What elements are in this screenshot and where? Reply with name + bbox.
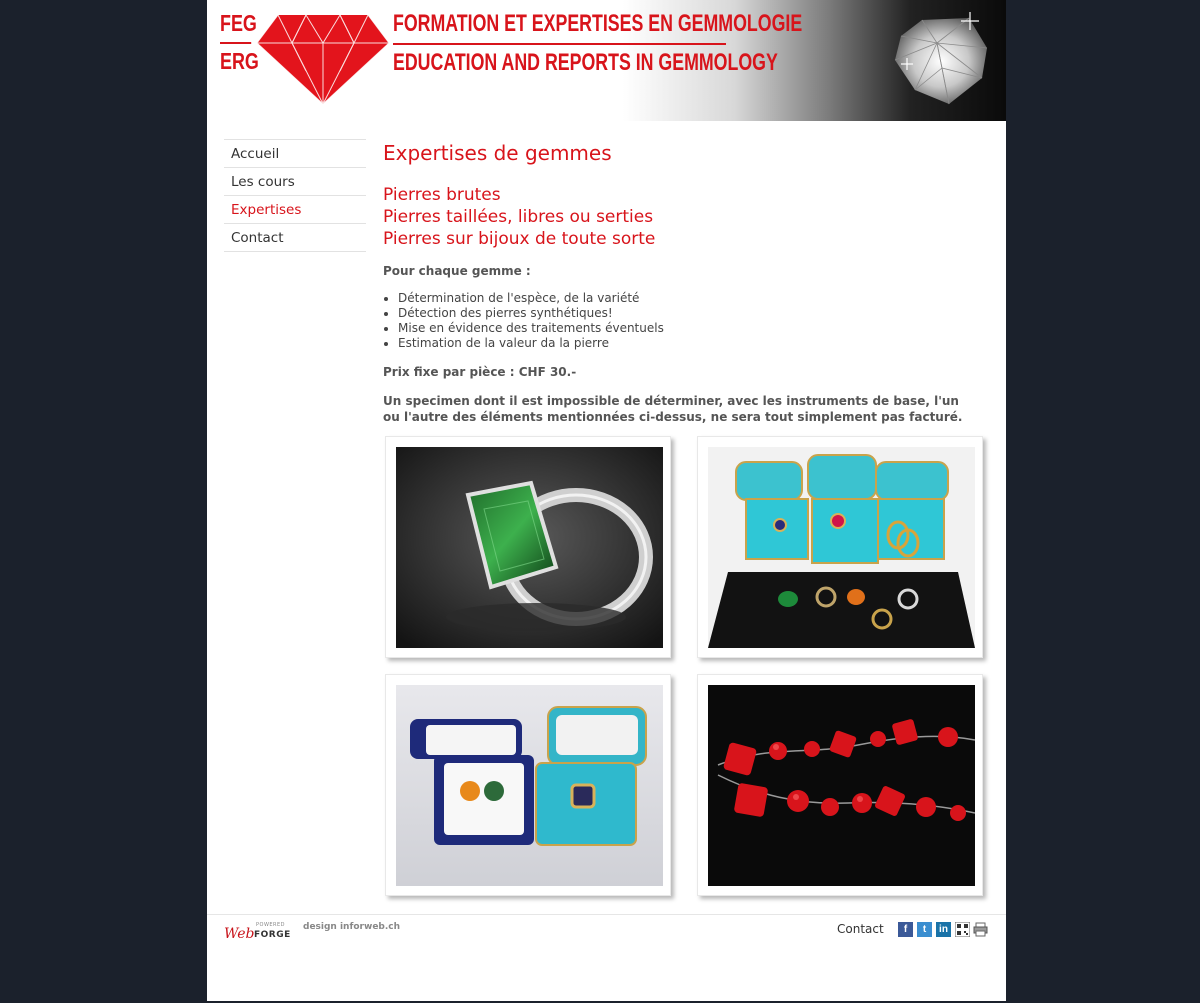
page (207, 0, 1006, 1001)
nav-item-accueil[interactable]: Accueil (224, 140, 366, 168)
qr-code-icon[interactable] (955, 922, 970, 937)
nav-item-les-cours[interactable]: Les cours (224, 168, 366, 196)
red-bead-bracelet-photo (708, 685, 975, 886)
twitter-icon[interactable]: t (917, 922, 932, 937)
list-item: • Détection des pierres synthétiques! (398, 306, 975, 321)
main-nav (224, 139, 366, 252)
list-item: • Détermination de l'espèce, de la variété (398, 291, 975, 306)
linkedin-icon[interactable]: in (936, 922, 951, 937)
site-title-fr: FORMATION ET EXPERTISES EN GEMMOLOGIE (393, 10, 803, 37)
gem-boxes-photo (396, 685, 663, 886)
nav-item-expertises[interactable]: Expertises (224, 196, 366, 224)
site-title (393, 12, 802, 75)
gallery-photo-boxes[interactable] (697, 436, 983, 658)
subtitle-pierres-taillees: Pierres taillées, libres ou serties (383, 207, 654, 227)
logo-feg: FEG (220, 10, 257, 36)
logo-text (220, 12, 259, 73)
gem-logo-icon (256, 13, 390, 105)
green-gem-ring-photo (396, 447, 663, 648)
webforge-powered: POWERED (256, 922, 286, 928)
subtitles (383, 184, 975, 250)
webforge-logo[interactable] (224, 919, 290, 945)
gallery-photo-ring[interactable] (385, 436, 671, 658)
footer-divider (207, 914, 1006, 915)
gallery-photo-gem-boxes[interactable] (385, 674, 671, 896)
header-banner (207, 0, 1006, 121)
services-list (398, 291, 975, 351)
site-title-en: EDUCATION AND REPORTS IN GEMMOLOGY (393, 49, 778, 76)
intro-text: Pour chaque gemme : (383, 264, 531, 278)
webforge-forge: FORGE (254, 930, 291, 940)
list-item: • Estimation de la valeur da la pierre (398, 336, 975, 351)
design-credit-link[interactable]: design inforweb.ch (303, 922, 401, 932)
webforge-web: Web (224, 926, 255, 942)
print-icon[interactable] (973, 922, 988, 937)
page-title: Expertises de gemmes (383, 141, 612, 165)
main-content (383, 139, 975, 425)
gallery-photo-bracelet[interactable] (697, 674, 983, 896)
ring-boxes-photo (708, 447, 975, 648)
list-item: • Mise en évidence des traitements éventuels (398, 321, 975, 336)
subtitle-pierres-bijoux: Pierres sur bijoux de toute sorte (383, 229, 656, 249)
note-text: Un specimen dont il est impossible de déterminer, avec les instruments de base, l'un ou l'autre des éléments mentionnées ci-dessus, ne sera tout simplement pas facturé. (383, 394, 963, 424)
logo-erg: ERG (220, 48, 259, 74)
facebook-icon[interactable]: f (898, 922, 913, 937)
subtitle-pierres-brutes: Pierres brutes (383, 185, 501, 205)
diamond-image (887, 8, 997, 113)
nav-item-contact[interactable]: Contact (224, 224, 366, 252)
footer-contact-link[interactable]: Contact (837, 922, 884, 936)
price-text: Prix fixe par pièce : CHF 30.- (383, 365, 577, 379)
